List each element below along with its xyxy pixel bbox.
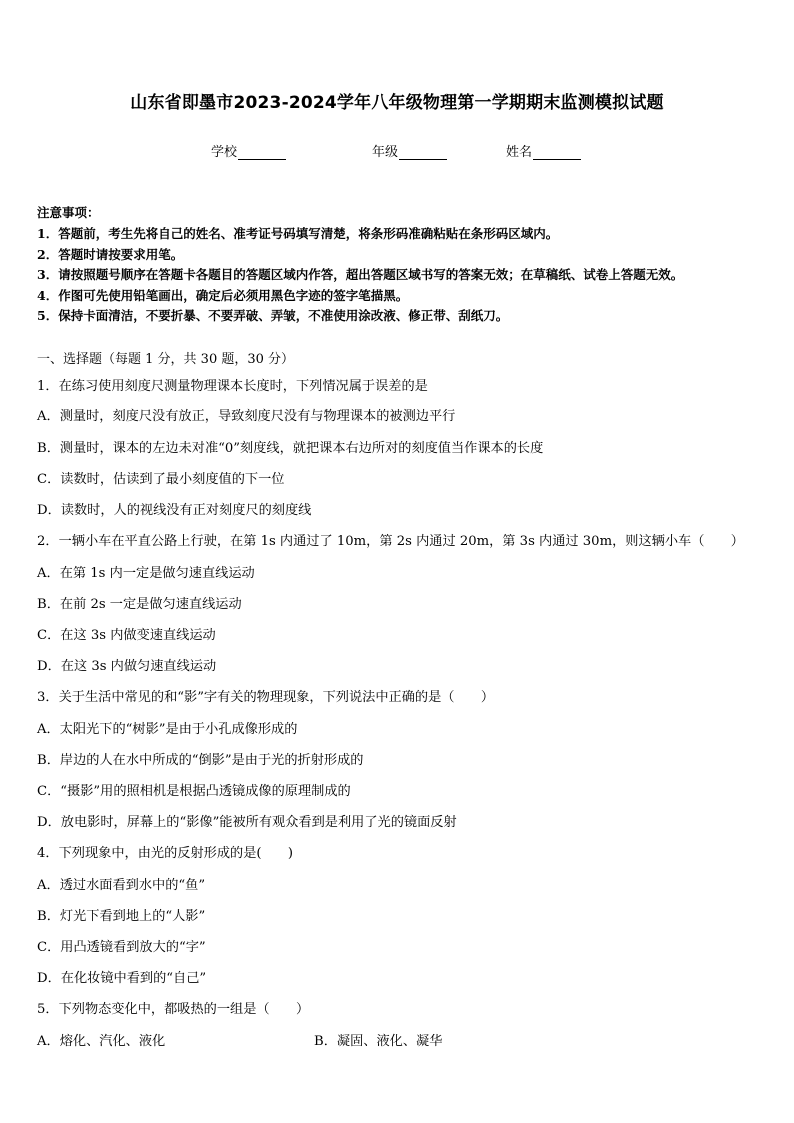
option-b: B．在前 2s 一定是做匀速直线运动 <box>37 597 242 612</box>
question-stem: 5．下列物态变化中，都吸热的一组是（ ） <box>37 1002 310 1017</box>
grade-label: 年级 <box>372 145 399 160</box>
note-item: 1．答题前，考生先将自己的姓名、准考证号码填写清楚，将条形码准确粘贴在条形码区域内。 <box>37 226 559 241</box>
note-item: 3．请按照题号顺序在答题卡各题目的答题区域内作答，超出答题区域书写的答案无效；在草稿纸、试卷上答题无效。 <box>37 267 684 282</box>
notes-heading: 注意事项： <box>37 205 100 220</box>
option-a: A．在第 1s 内一定是做匀速直线运动 <box>37 566 255 581</box>
option-c: C．“摄影”用的照相机是根据凸透镜成像的原理制成的 <box>37 784 351 799</box>
grade-field <box>372 141 447 160</box>
note-item: 4．作图可先使用铅笔画出，确定后必须用黑色字迹的签字笔描黑。 <box>37 288 409 303</box>
question-stem: 2．一辆小车在平直公路上行驶，在第 1s 内通过了 10m，第 2s 内通过 20m，第 3s 内通过 30m，则这辆小车（ ） <box>37 534 744 549</box>
note-item: 5．保持卡面清洁，不要折暴、不要弄破、弄皱，不准使用涂改液、修正带、刮纸刀。 <box>37 308 509 323</box>
name-blank <box>533 145 581 160</box>
question-stem: 4．下列现象中，由光的反射形成的是( ) <box>37 846 294 861</box>
question-stem: 3．关于生活中常见的和“影”字有关的物理现象，下列说法中正确的是（ ） <box>37 690 495 705</box>
question-stem: 1．在练习使用刻度尺测量物理课本长度时，下列情况属于误差的是 <box>37 379 428 394</box>
option-d: D．读数时，人的视线没有正对刻度尺的刻度线 <box>37 503 312 518</box>
option-d: D．在这 3s 内做匀速直线运动 <box>37 659 217 674</box>
option-b: B．岸边的人在水中所成的“倒影”是由于光的折射形成的 <box>37 753 364 768</box>
option-a: A．太阳光下的“树影”是由于小孔成像形成的 <box>37 722 298 737</box>
option-a: A．熔化、汽化、液化 <box>37 1034 166 1049</box>
option-c: C．在这 3s 内做变速直线运动 <box>37 628 216 643</box>
exam-title: 山东省即墨市2023-2024学年八年级物理第一学期期末监测模拟试题 <box>130 93 664 113</box>
option-b: B．凝固、液化、凝华 <box>314 1034 443 1049</box>
school-label: 学校 <box>211 145 238 160</box>
option-c: C．读数时，估读到了最小刻度值的下一位 <box>37 472 285 487</box>
section-heading: 一、选择题（每题 1 分，共 30 题，30 分） <box>37 352 295 367</box>
student-info-row <box>0 141 794 161</box>
note-item: 2．答题时请按要求用笔。 <box>37 247 184 262</box>
option-d: D．在化妆镜中看到的“自己” <box>37 971 207 986</box>
option-a: A．透过水面看到水中的“鱼” <box>37 878 206 893</box>
option-c: C．用凸透镜看到放大的“字” <box>37 940 206 955</box>
option-b: B．灯光下看到地上的“人影” <box>37 909 206 924</box>
name-label: 姓名 <box>506 145 533 160</box>
school-field <box>211 141 286 160</box>
option-a: A．测量时，刻度尺没有放正，导致刻度尺没有与物理课本的被测边平行 <box>37 409 456 424</box>
school-blank <box>238 145 286 160</box>
grade-blank <box>399 145 447 160</box>
name-field <box>506 141 581 160</box>
option-d: D．放电影时，屏幕上的“影像”能被所有观众看到是利用了光的镜面反射 <box>37 815 457 830</box>
option-b: B．测量时，课本的左边未对准“0”刻度线，就把课本右边所对的刻度值当作课本的长度 <box>37 441 544 456</box>
